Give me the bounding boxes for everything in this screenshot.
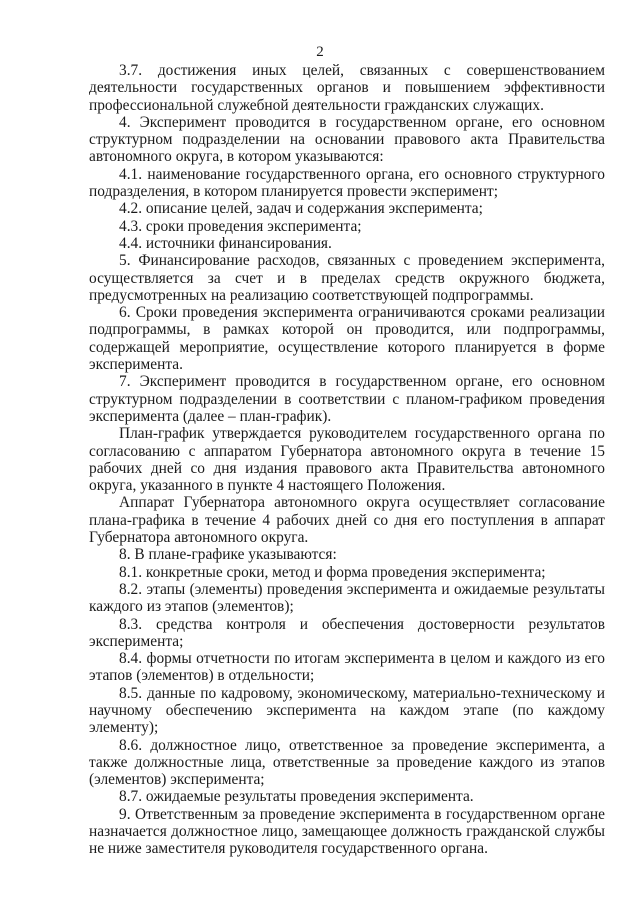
page-number: 2 bbox=[316, 44, 324, 60]
document-body bbox=[89, 62, 605, 858]
paragraph-plan-agreement: Аппарат Губернатора автономного округа осуществляет согласование плана-графика в течение 4 рабочих дней со дня его поступления в аппарат Губернатора автономного округа. bbox=[89, 494, 605, 547]
paragraph-8-7: 8.7. ожидаемые результаты проведения эксперимента. bbox=[119, 788, 474, 806]
paragraph-4-4: 4.4. источники финансирования. bbox=[119, 234, 332, 252]
paragraph-6: 6. Сроки проведения эксперимента ограничиваются сроками реализации подпрограммы, в рамках которой он проводится, или подпрограммы, содержащей мероприятие, осуществление которого планируется в форме эксперимента. bbox=[89, 304, 605, 374]
paragraph-7: 7. Эксперимент проводится в государственном органе, его основном структурном подразделении в соответствии с планом-графиком проведения эксперимента (далее – план-график). bbox=[89, 373, 605, 425]
paragraph-8-1: 8.1. конкретные сроки, метод и форма проведения эксперимента; bbox=[119, 563, 546, 581]
paragraph-8-2: 8.2. этапы (элементы) проведения эксперимента и ожидаемые результаты каждого из этапов (элементов); bbox=[89, 580, 605, 616]
paragraph-8: 8. В плане-графике указываются: bbox=[119, 546, 337, 564]
paragraph-8-5: 8.5. данные по кадровому, экономическому, материально-техническому и научному обеспечению эксперимента на каждом этапе (по каждому элементу); bbox=[89, 684, 605, 737]
paragraph-4-3: 4.3. сроки проведения эксперимента; bbox=[119, 217, 362, 235]
paragraph-4-1: 4.1. наименование государственного органа, его основного структурного подразделения, в котором планируется провести эксперимент; bbox=[89, 165, 605, 201]
paragraph-8-6: 8.6. должностное лицо, ответственное за проведение эксперимента, а также должностные лица, ответственные за проведение каждого из этапов (элементов) эксперимента; bbox=[89, 736, 605, 789]
paragraph-3-7: 3.7. достижения иных целей, связанных с совершенствованием деятельности государственных органов и повышением эффективности профессиональной служебной деятельности гражданских служащих. bbox=[89, 62, 605, 114]
paragraph-plan-approval: План-график утверждается руководителем государственного органа по согласованию с аппаратом Губернатора автономного округа в течение 15 рабочих дней со дня издания правового акта Правительства автономного округа, указанного в пункте 4 настоящего Положения. bbox=[89, 425, 605, 495]
paragraph-9: 9. Ответственным за проведение эксперимента в государственном органе назначается должностное лицо, замещающее должность гражданской службы не ниже заместителя руководителя государственного органа. bbox=[89, 805, 605, 858]
paragraph-5: 5. Финансирование расходов, связанных с проведением эксперимента, осуществляется за счет и в пределах средств окружного бюджета, предусмотренных на реализацию соответствующей подпрограммы. bbox=[89, 252, 605, 304]
paragraph-4-2: 4.2. описание целей, задач и содержания эксперимента; bbox=[119, 200, 483, 218]
paragraph-8-4: 8.4. формы отчетности по итогам эксперимента в целом и каждого из его этапов (элементов) в отдельности; bbox=[89, 650, 605, 685]
paragraph-8-3: 8.3. средства контроля и обеспечения достоверности результатов эксперимента; bbox=[89, 615, 605, 650]
paragraph-4: 4. Эксперимент проводится в государственном органе, его основном структурном подразделении на основании правового акта Правительства автономного округа, в котором указываются: bbox=[89, 113, 605, 166]
